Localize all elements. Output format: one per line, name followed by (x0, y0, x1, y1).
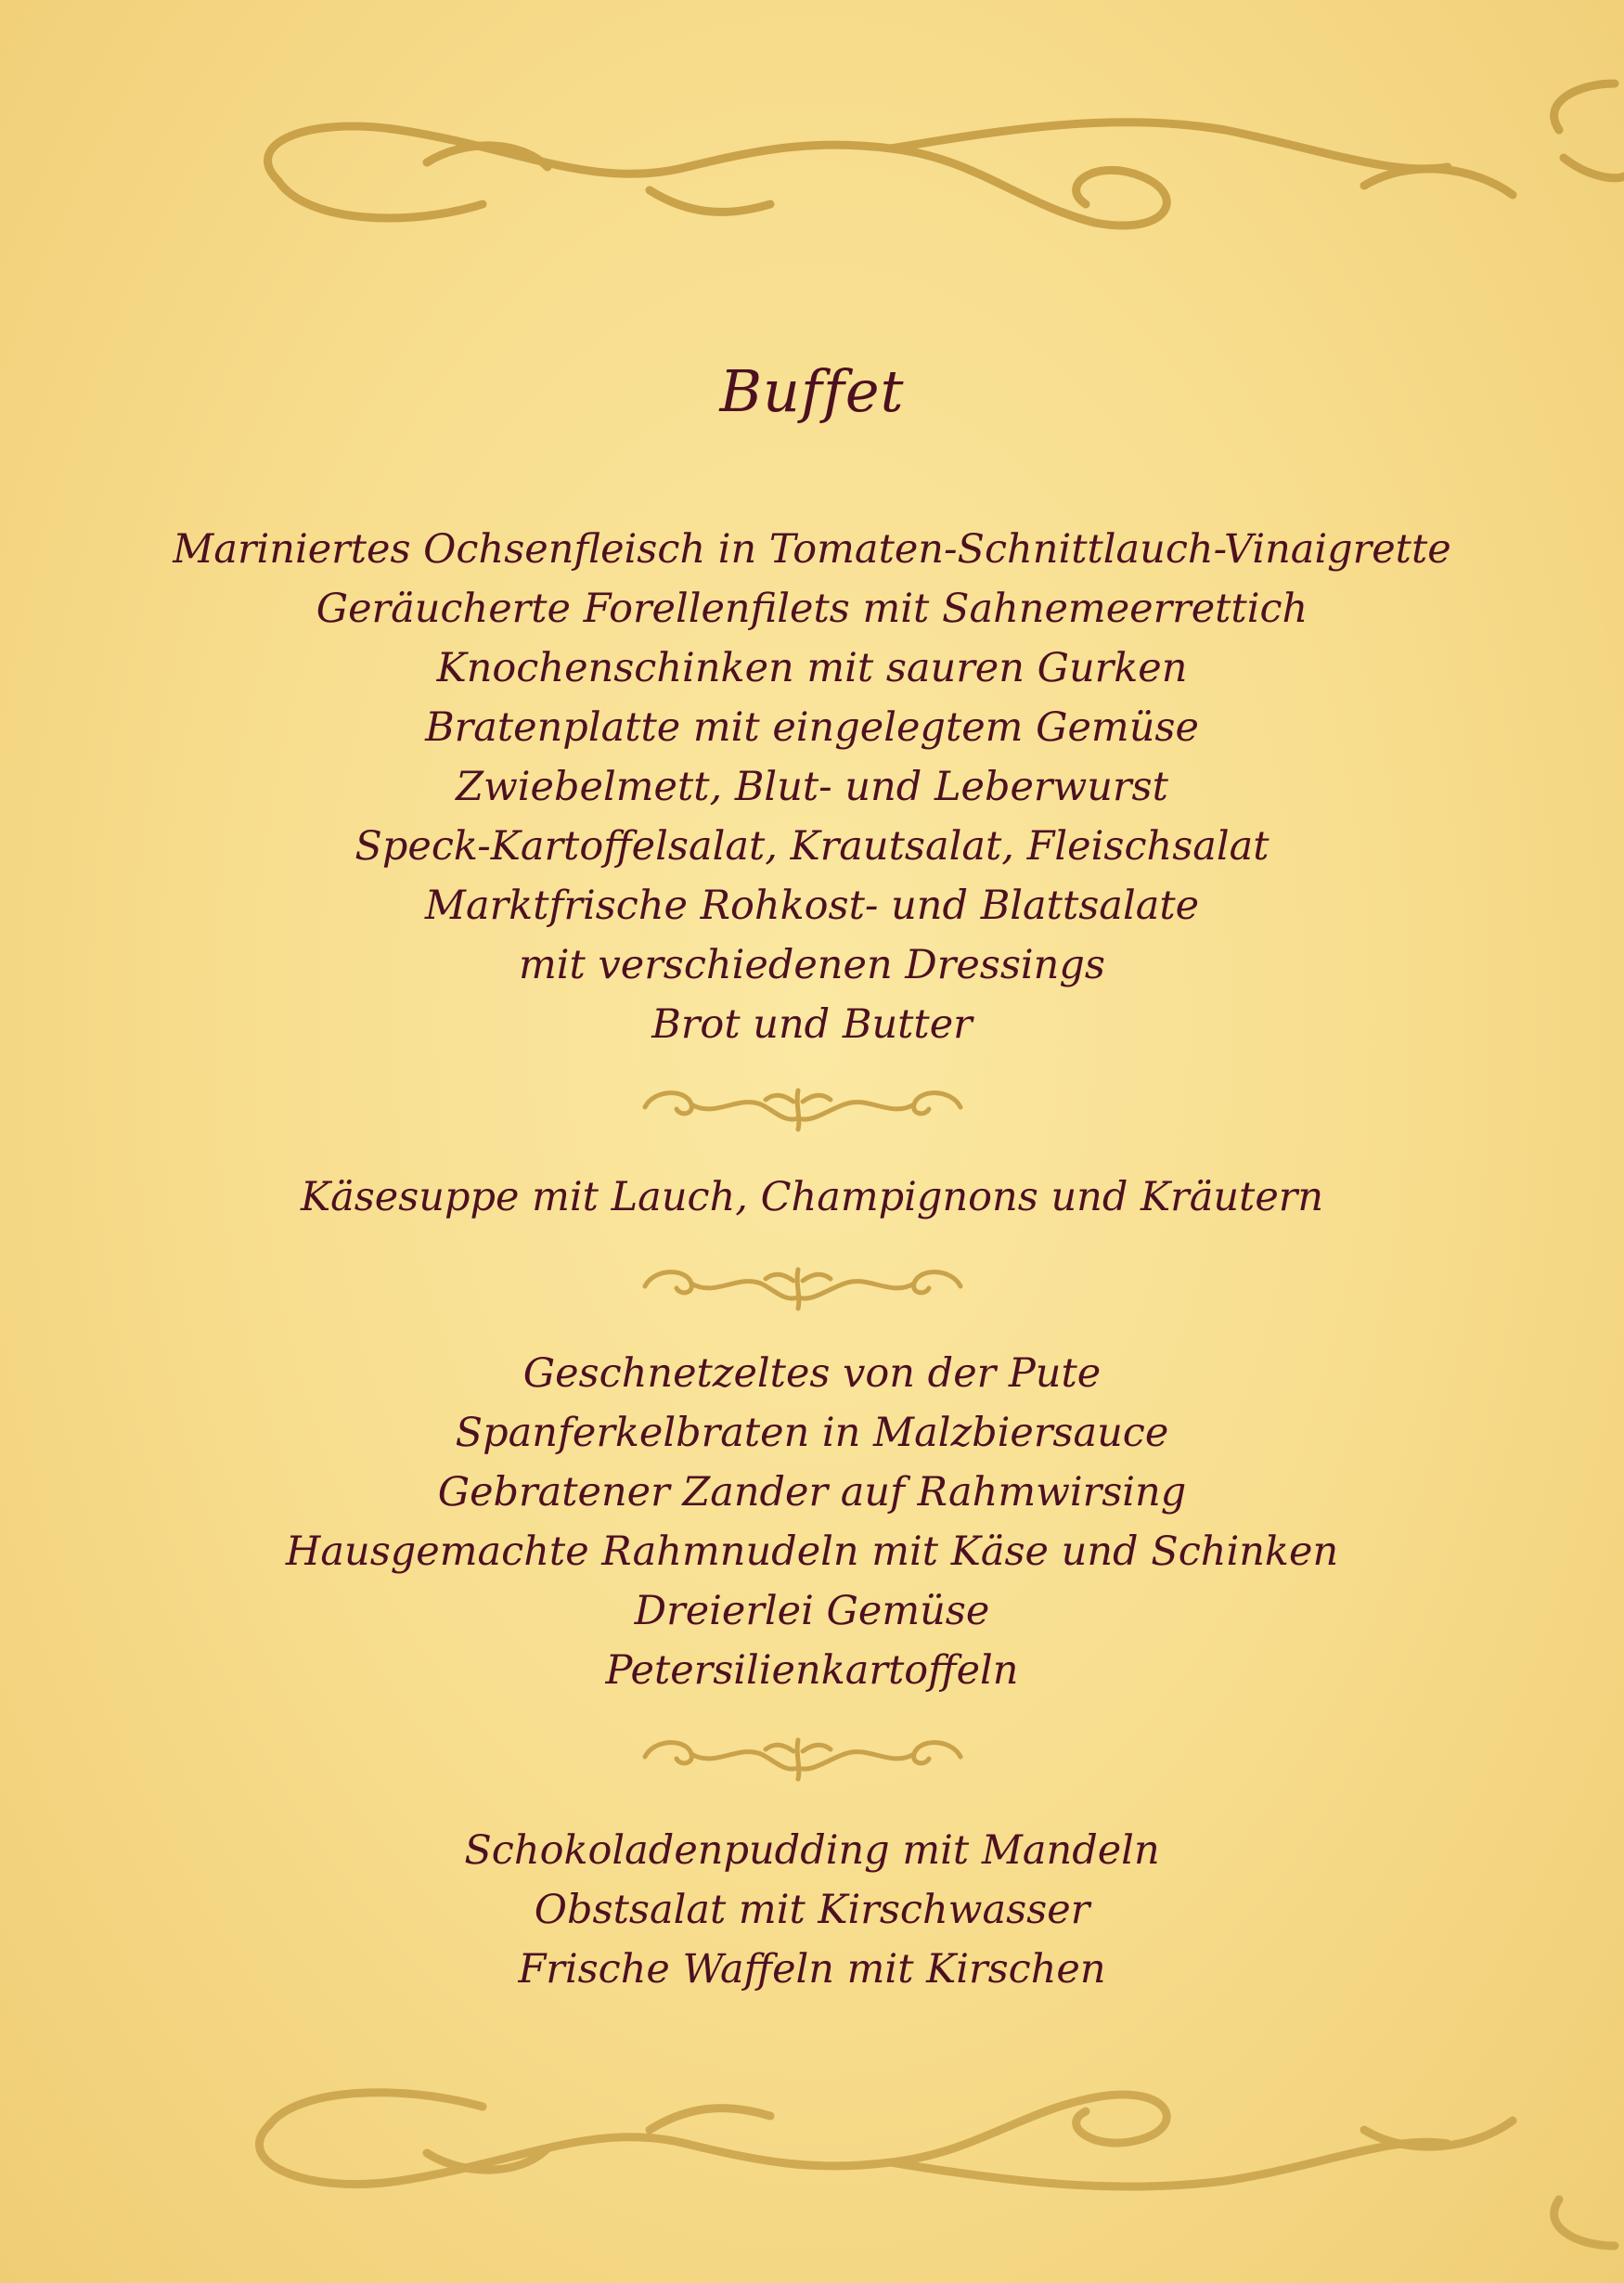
soup-section (0, 1167, 1624, 1227)
menu-item: Spanferkelbraten in Malzbiersauce (455, 1410, 1169, 1456)
mains-section (0, 1344, 1624, 1700)
desserts-section (0, 1821, 1624, 1999)
menu-item: mit verschiedenen Dressings (519, 942, 1105, 988)
starters-section (0, 520, 1624, 1054)
menu-item: Marktfrische Rohkost- und Blattsalate (424, 883, 1200, 929)
menu-item: Frische Waffeln mit Kirschen (518, 1946, 1106, 1993)
menu-item: Geschnetzeltes von der Pute (522, 1350, 1102, 1397)
menu-item: Mariniertes Ochsenfleisch in Tomaten-Schnittlauch-Vinaigrette (173, 526, 1451, 573)
menu-item: Schokoladenpudding mit Mandeln (464, 1827, 1160, 1874)
swirl-divider-icon (636, 1722, 970, 1786)
menu-item: Brot und Butter (651, 1001, 973, 1048)
menu-item: Petersilienkartoffeln (605, 1647, 1019, 1694)
menu-item: Knochenschinken mit sauren Gurken (436, 645, 1188, 691)
menu-item: Obstsalat mit Kirschwasser (534, 1887, 1090, 1933)
menu-title: Buffet (719, 357, 905, 425)
menu-item: Bratenplatte mit eingelegtem Gemüse (425, 704, 1199, 751)
menu-item: Speck-Kartoffelsalat, Krautsalat, Fleischsalat (354, 823, 1270, 870)
footer-flourish-icon (0, 2023, 1624, 2264)
header-flourish-icon (0, 28, 1624, 269)
menu-item: Hausgemachte Rahmnudeln mit Käse und Schinken (285, 1528, 1339, 1575)
menu-item: Geräucherte Forellenfilets mit Sahnemeerrettich (316, 586, 1308, 632)
menu-item: Käsesuppe mit Lauch, Champignons und Kräutern (300, 1174, 1324, 1220)
swirl-divider-icon (636, 1251, 970, 1316)
menu-item: Gebratener Zander auf Rahmwirsing (437, 1469, 1187, 1516)
swirl-divider-icon (636, 1072, 970, 1137)
menu-item: Zwiebelmett, Blut- und Leberwurst (456, 764, 1168, 810)
menu-item: Dreierlei Gemüse (634, 1588, 990, 1634)
